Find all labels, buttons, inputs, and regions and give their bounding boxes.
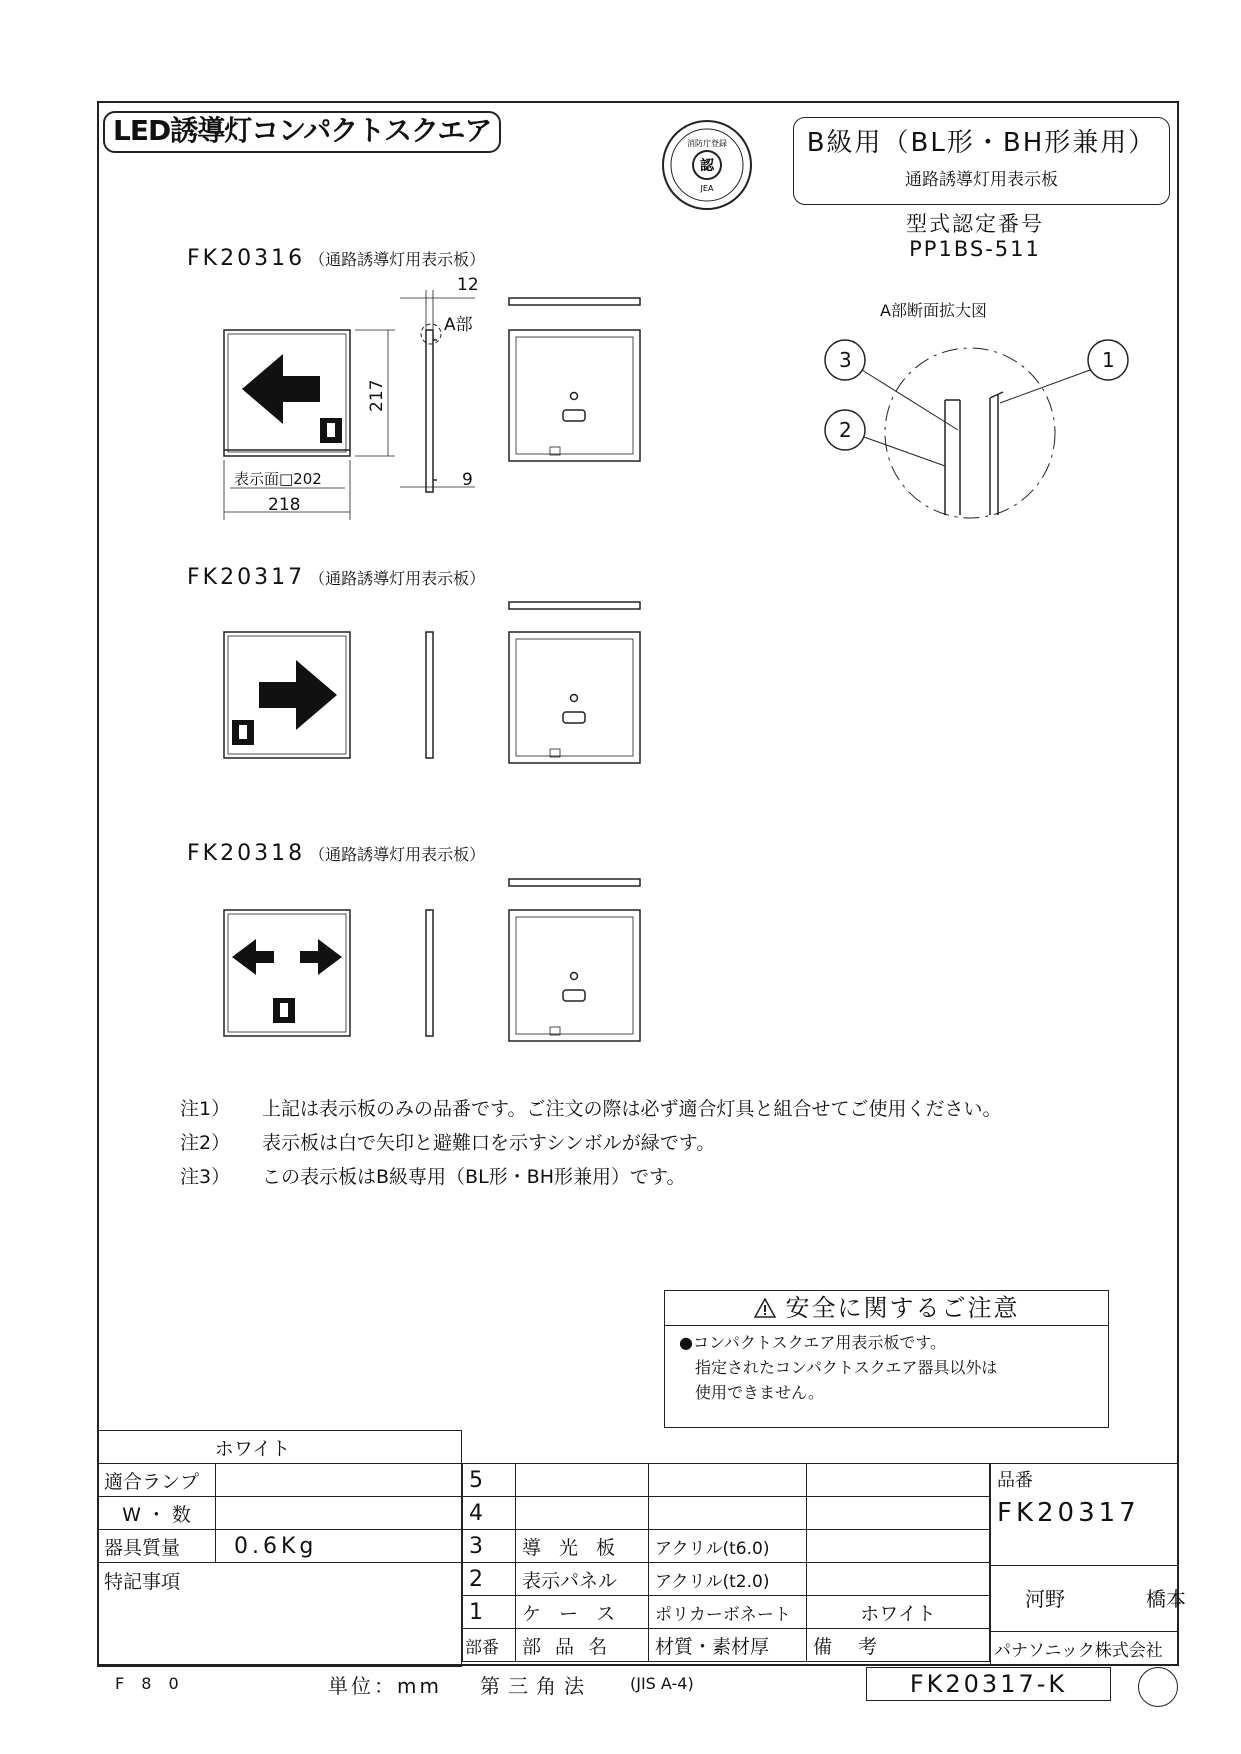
safety-line: 指定されたコンパクトスクエア器具以外は — [695, 1358, 998, 1377]
parts-table — [462, 1463, 990, 1662]
note-1 — [180, 1092, 1001, 1126]
part-no: 5 — [463, 1464, 516, 1497]
note-2 — [180, 1126, 1001, 1160]
note-text: この表示板はB級専用（BL形・BH形兼用）です。 — [262, 1166, 686, 1188]
safety-notice — [664, 1290, 1109, 1428]
parts-row — [463, 1596, 990, 1629]
part-note — [807, 1530, 990, 1563]
spec-label: W ・ 数 — [98, 1497, 216, 1530]
safety-title — [665, 1291, 1108, 1326]
model-number: FK20318 — [187, 841, 306, 866]
safety-line: ●コンパクトスクエア用表示板です。 — [679, 1333, 947, 1352]
company: パナソニック株式会社 — [991, 1632, 1179, 1665]
part-name — [516, 1464, 649, 1497]
part-material — [649, 1497, 807, 1530]
spec-row — [98, 1497, 462, 1530]
spec-value: 0.6Kg — [216, 1530, 462, 1563]
part-name: 表示パネル — [516, 1563, 649, 1596]
dim-display-face: 表示面□202 — [234, 470, 322, 488]
spec-table — [97, 1430, 462, 1667]
spec-label: 特記事項 — [98, 1563, 216, 1667]
part-name: ケ ー ス — [516, 1596, 649, 1629]
spec-value — [216, 1464, 462, 1497]
dim-218: 218 — [268, 495, 301, 515]
part-number-label: 品番 — [997, 1470, 1033, 1491]
svg-text:JEA: JEA — [700, 184, 714, 193]
parts-row — [463, 1563, 990, 1596]
part-material — [649, 1464, 807, 1497]
cert-label: 型式認定番号 — [906, 212, 1044, 236]
svg-text:消防庁登録: 消防庁登録 — [687, 139, 727, 148]
part-note — [807, 1497, 990, 1530]
cert-number: PP1BS-511 — [909, 237, 1041, 261]
drawing-number: FK20317-K — [866, 1667, 1111, 1701]
class-sub: 通路誘導灯用表示板 — [905, 170, 1058, 190]
part-no: 2 — [463, 1563, 516, 1596]
note-text: 上記は表示板のみの品番です。ご注文の際は必ず適合灯具と組合せてご使用ください。 — [262, 1098, 1002, 1120]
header-material: 材質・素材厚 — [649, 1629, 807, 1662]
model-desc: （通路誘導灯用表示板） — [309, 569, 486, 588]
header-no: 部番 — [463, 1629, 516, 1662]
part-no: 1 — [463, 1596, 516, 1629]
approvals-cell — [991, 1566, 1186, 1632]
parts-row — [463, 1464, 990, 1497]
model-number: FK20316 — [187, 246, 306, 271]
footer-unit: 単位：mm — [328, 1674, 442, 1698]
spec-row — [98, 1563, 462, 1667]
footer-projection: 第三角法 — [480, 1674, 592, 1698]
note-label: 注1） — [180, 1098, 231, 1120]
parts-row — [463, 1497, 990, 1530]
model-number: FK20317 — [187, 565, 306, 590]
part-no: 4 — [463, 1497, 516, 1530]
callout-3: 3 — [839, 348, 852, 372]
warning-icon — [754, 1298, 776, 1318]
checker: 橋本 — [1146, 1586, 1186, 1611]
dim-217: 217 — [367, 379, 387, 412]
revision-circle — [1138, 1667, 1178, 1707]
model-desc: （通路誘導灯用表示板） — [309, 845, 486, 864]
callout-1: 1 — [1102, 348, 1115, 372]
spec-label: 器具質量 — [98, 1530, 216, 1563]
header-note: 備 考 — [807, 1629, 990, 1662]
detail-title: A部断面拡大図 — [880, 301, 987, 320]
svg-text:認: 認 — [700, 158, 714, 174]
part-name: 導 光 板 — [516, 1530, 649, 1563]
note-text: 表示板は白で矢印と避難口を示すシンボルが緑です。 — [262, 1132, 716, 1154]
part-material: アクリル(t6.0) — [649, 1530, 807, 1563]
part-name — [516, 1497, 649, 1530]
dim-12: 12 — [457, 275, 479, 295]
safety-line: 使用できません。 — [695, 1383, 824, 1402]
note-label: 注2） — [180, 1132, 231, 1154]
spec-value — [216, 1563, 462, 1667]
safety-body — [665, 1326, 1108, 1409]
spec-row — [98, 1464, 462, 1497]
model-desc: （通路誘導灯用表示板） — [309, 250, 486, 269]
product-title: LED誘導灯コンパクトスクエア — [103, 111, 501, 153]
header-name: 部 品 名 — [516, 1629, 649, 1662]
note-label: 注3） — [180, 1166, 231, 1188]
dim-9: 9 — [462, 470, 473, 490]
class-main: B級用（BL形・BH形兼用） — [806, 128, 1157, 158]
part-material: ポリカーボネート — [649, 1596, 807, 1629]
footer-paper: (JIS A-4) — [630, 1674, 694, 1693]
callout-2: 2 — [839, 418, 852, 442]
spec-value — [216, 1497, 462, 1530]
note-3 — [180, 1160, 1001, 1194]
color-value: ホワイト — [98, 1431, 462, 1464]
safety-title-text: 安全に関するご注意 — [785, 1294, 1020, 1322]
part-number-cell — [991, 1464, 1179, 1566]
part-note — [807, 1563, 990, 1596]
part-note: ホワイト — [807, 1596, 990, 1629]
spec-label: 適合ランプ — [98, 1464, 216, 1497]
part-number-table — [990, 1463, 1186, 1665]
parts-header — [463, 1629, 990, 1662]
notes — [180, 1092, 1001, 1194]
part-no: 3 — [463, 1530, 516, 1563]
parts-row — [463, 1530, 990, 1563]
part-note — [807, 1464, 990, 1497]
part-material: アクリル(t2.0) — [649, 1563, 807, 1596]
part-number: FK20317 — [997, 1498, 1140, 1528]
designer: 河野 — [1025, 1586, 1065, 1611]
dim-a-part: A部 — [444, 315, 473, 335]
footer-code: F 8 0 — [115, 1674, 185, 1693]
spec-row — [98, 1530, 462, 1563]
